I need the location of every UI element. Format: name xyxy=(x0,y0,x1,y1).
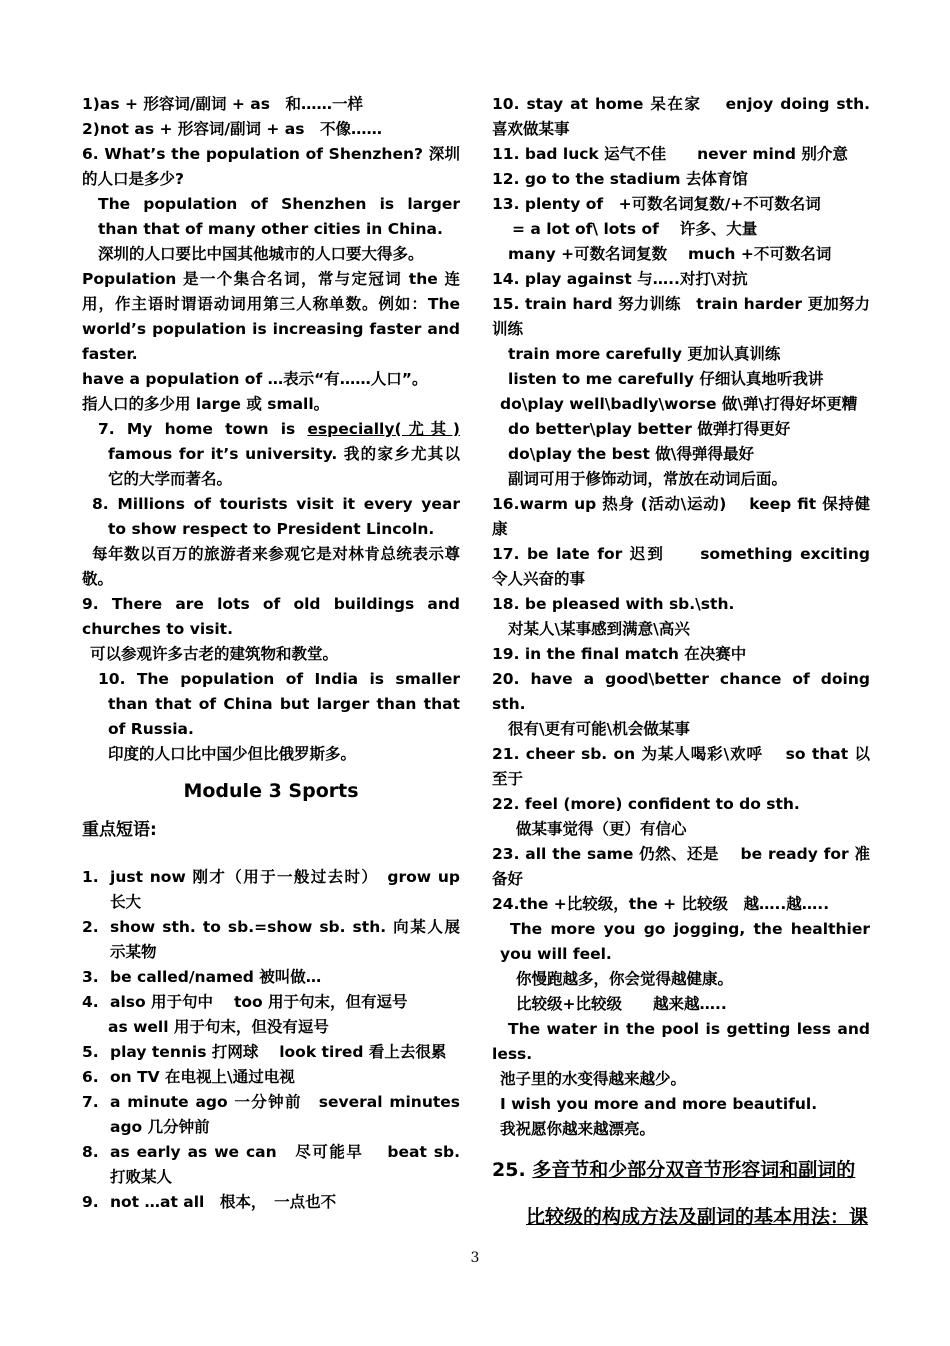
left-column xyxy=(82,92,460,1215)
text-line: 你慢跑越多，你会觉得越健康。 xyxy=(516,970,734,988)
text-line: 23. all the same 仍然、还是 be ready for 准备好 xyxy=(492,845,870,888)
item-text: play tennis 打网球 look tired 看上去很累 xyxy=(110,1043,447,1061)
text-line: The more you go jogging, the healthier you will feel. xyxy=(500,920,870,963)
item-text: just now 刚才（用于一般过去时） grow up 长大 xyxy=(110,868,460,911)
text-line: 可以参观许多古老的建筑物和教堂。 xyxy=(90,645,339,663)
text-line: have a population of …表示“有……人口”。 xyxy=(82,370,428,388)
text-line: 18. be pleased with sb.\sth. xyxy=(492,595,735,613)
text-span: 7. My home town is xyxy=(98,420,308,438)
text-line: train more carefully 更加认真训练 xyxy=(508,345,781,363)
text-line: = a lot of\ lots of 许多、大量 xyxy=(512,220,758,238)
list-item xyxy=(82,1090,460,1140)
text-line xyxy=(82,417,460,492)
list-item xyxy=(82,1065,460,1090)
text-line: 16.warm up 热身 (活动\运动) keep fit 保持健康 xyxy=(492,495,870,538)
text-line: 2)not as + 形容词/副词 + as 不像…… xyxy=(82,120,382,138)
text-line: 6. What’s the population of Shenzhen? 深圳的人口是多少? xyxy=(82,145,460,188)
text-line: 每年数以百万的旅游者来参观它是对林肯总统表示尊敬。 xyxy=(82,545,460,588)
item-text: also 用于句中 too 用于句末，但有逗号 xyxy=(110,993,408,1011)
text-line: do better\play better 做弹打得更好 xyxy=(508,420,791,438)
list-item xyxy=(82,1140,460,1190)
text-line: 8. Millions of tourists visit it every year to show respect to President Lincoln. xyxy=(92,495,460,538)
sub-heading: 重点短语: xyxy=(82,820,157,840)
item-number: 3. xyxy=(82,968,99,986)
text-line: 19. in the final match 在决赛中 xyxy=(492,645,747,663)
text-line: 24.the +比较级，the + 比较级 越…..越….. xyxy=(492,895,830,913)
item-number: 9. xyxy=(82,1193,99,1211)
item-text: show sth. to sb.=show sb. sth. 向某人展示某物 xyxy=(110,918,460,961)
underlined-text: especially(尤其) xyxy=(307,420,460,438)
text-line: many +可数名词复数 much +不可数名词 xyxy=(508,245,832,263)
item-text: a minute ago 一分钟前 several minutes ago 几分钟前 xyxy=(110,1093,460,1136)
text-line: 13. plenty of +可数名词复数/+不可数名词 xyxy=(492,195,821,213)
text-line: as well 用于句末，但没有逗号 xyxy=(108,1018,329,1036)
text-line: Population 是一个集合名词，常与定冠词 the 连用，作主语时谓语动词用第三人称单数。例如：The world’s population is increasing faster and faster. xyxy=(82,270,460,363)
text-line: do\play the best 做\得弹得最好 xyxy=(508,445,754,463)
phrase-list xyxy=(82,865,460,1015)
item-text: on TV 在电视上\通过电视 xyxy=(110,1068,295,1086)
text-line: 比较级+比较级 越来越….. xyxy=(516,995,727,1013)
list-item xyxy=(82,865,460,915)
text-line: 深圳的人口要比中国其他城市的人口要大得多。 xyxy=(98,245,424,263)
item-number: 5. xyxy=(82,1043,99,1061)
text-line: do\play well\badly\worse 做\弹\打得好坏更糟 xyxy=(500,395,858,413)
item-number: 1. xyxy=(82,868,99,886)
text-line: 11. bad luck 运气不佳 never mind 别介意 xyxy=(492,145,848,163)
text-line: 我祝愿你越来越漂亮。 xyxy=(500,1120,656,1138)
text-line xyxy=(492,1146,870,1194)
item-number: 8. xyxy=(82,1143,99,1161)
item-text: not …at all 根本， 一点也不 xyxy=(110,1193,337,1211)
text-line: 副词可用于修饰动词，常放在动词后面。 xyxy=(508,470,788,488)
text-line: 指人口的多少用 large 或 small。 xyxy=(82,395,330,413)
item-number: 25. xyxy=(492,1159,533,1181)
page-number: 3 xyxy=(470,1250,480,1266)
text-line: 20. have a good\better chance of doing sth. xyxy=(492,670,870,713)
list-item xyxy=(82,965,460,990)
underlined-text: 多音节和少部分双音节形容词和副词的 xyxy=(532,1159,856,1181)
list-item xyxy=(82,915,460,965)
section-heading: Module 3 Sports xyxy=(183,780,359,802)
text-line: 对某人\某事感到满意\高兴 xyxy=(508,620,690,638)
list-item xyxy=(82,990,460,1015)
text-line: The population of Shenzhen is larger than that of many other cities in China. xyxy=(98,195,460,238)
item-number: 7. xyxy=(82,1093,99,1111)
list-item xyxy=(82,1040,460,1065)
text-line: 10. The population of India is smaller than that of China but larger than that of Russia. xyxy=(98,670,460,738)
right-column xyxy=(492,92,870,1240)
item-text: be called/named 被叫做… xyxy=(110,968,322,986)
text-line: 池子里的水变得越来越少。 xyxy=(500,1070,687,1088)
text-line: I wish you more and more beautiful. xyxy=(500,1095,818,1113)
text-line: 21. cheer sb. on 为某人喝彩\欢呼 so that 以至于 xyxy=(492,745,870,788)
text-line: 22. feel (more) confident to do sth. xyxy=(492,795,800,813)
phrase-list xyxy=(82,1040,460,1215)
text-line: The water in the pool is getting less and less. xyxy=(492,1020,870,1063)
underlined-text: 比较级的构成方法及副词的基本用法：课 xyxy=(526,1206,869,1228)
text-line: listen to me carefully 仔细认真地听我讲 xyxy=(508,370,824,388)
text-line: 14. play against 与…..对打\对抗 xyxy=(492,270,748,288)
list-item xyxy=(82,1190,460,1215)
text-line: 15. train hard 努力训练 train harder 更加努力训练 xyxy=(492,295,870,338)
text-line: 9. There are lots of old buildings and churches to visit. xyxy=(82,595,460,638)
text-line: 做某事觉得（更）有信心 xyxy=(516,820,687,838)
text-line: 12. go to the stadium 去体育馆 xyxy=(492,170,748,188)
text-line: 1)as + 形容词/副词 + as 和……一样 xyxy=(82,95,363,113)
item-text: as early as we can 尽可能早 beat sb. 打败某人 xyxy=(110,1143,460,1186)
text-span: famous for it’s university. 我的家乡尤其以它的大学而著名。 xyxy=(108,445,460,488)
text-line: 很有\更有可能\机会做某事 xyxy=(508,720,690,738)
text-line: 10. stay at home 呆在家 enjoy doing sth. 喜欢做某事 xyxy=(492,95,870,138)
item-number: 4. xyxy=(82,993,99,1011)
text-line: 印度的人口比中国少但比俄罗斯多。 xyxy=(108,745,357,763)
item-number: 6. xyxy=(82,1068,99,1086)
text-line: 17. be late for 迟到 something exciting 令人兴奋的事 xyxy=(492,545,870,588)
item-number: 2. xyxy=(82,918,99,936)
